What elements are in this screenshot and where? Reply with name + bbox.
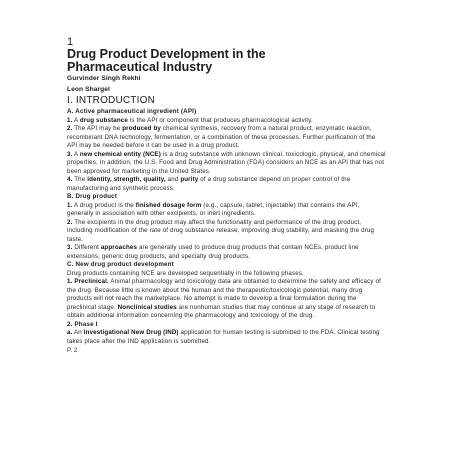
paragraph: 1. Preclinical. Animal pharmacology and toxicology data are obtained to determine the safety and efficacy of the drug. Because little is known about the human and the therapeutic/toxicologic potential, many drug products will not reach the marketplace. No attempt is made to develop a final formulation during the preclinical stage. Nonclinical studies are nonhuman studies that may continue at any stage of research to obtain additional information concerning the pharmacology and toxicology of the drug. [67,278,381,319]
paragraph: 2. The excipients in the drug product may affect the functionality and performance of the drug product, including modification of the rate of drug substance release, improving drug stability, and masking the drug taste. [67,218,375,243]
paragraph: 1. A drug product is the finished dosage form (e.g., capsule, tablet, injectable) that contains the API, generally in association with other excipients, or inert ingredients. [67,201,360,217]
paragraph: Drug products containing NCE are developed sequentially in the following phases. [67,269,304,277]
paragraph: 4. The identity, strength, quality, and purity of a drug substance depend on proper control of the manufacturing and synthetic process. [67,176,351,192]
paragraph: 1. A drug substance is the API or component that produces pharmacological activity. [67,116,313,124]
author-list [67,75,387,94]
author-name: Leon Shargel [67,86,110,93]
paragraph: 3. A new chemical entity (NCE) is a drug substance with unknown clinical, toxicologic, physical, and chemical properties. In addition, the U.S. Food and Drug Administration (FDA) considers an NCE as an API that has not been approved for marketing in the United States. [67,150,386,175]
page-number: P. 2 [67,347,78,354]
author-name: Gurvinder Singh Rekhi [67,75,141,82]
subsection-heading: A. Active pharmaceutical ingredient (API) [67,108,197,115]
body-text [67,108,387,346]
paragraph: 2. The API may be produced by chemical synthesis, recovery from a natural product, enzymatic reaction, recombinant DNA technology, fermentation, or a combination of these processes. Further purification of the API may be needed before it can be used in a drug product. [67,125,376,149]
paragraph: a. An Investigational New Drug (IND) application for human testing is submitted to the FDA. Clinical testing takes place after the IND application is submitted. [67,329,380,345]
subsection-heading: B. Drug product [67,193,118,200]
chapter-title-line-2: Pharmaceutical Industry [67,60,213,74]
chapter-title-line-1: Drug Product Development in the [67,47,266,61]
subsection-heading: 2. Phase I [67,320,98,328]
subsection-heading: C. New drug product development [67,261,174,268]
section-title: I. INTRODUCTION [67,95,155,106]
paragraph: 3. Different approaches are generally used to produce drug products that contain NCEs, product line extensions, generic drug products, and specialty drug products. [67,244,359,260]
chapter-number: 1 [67,36,74,48]
document-page [67,36,387,355]
